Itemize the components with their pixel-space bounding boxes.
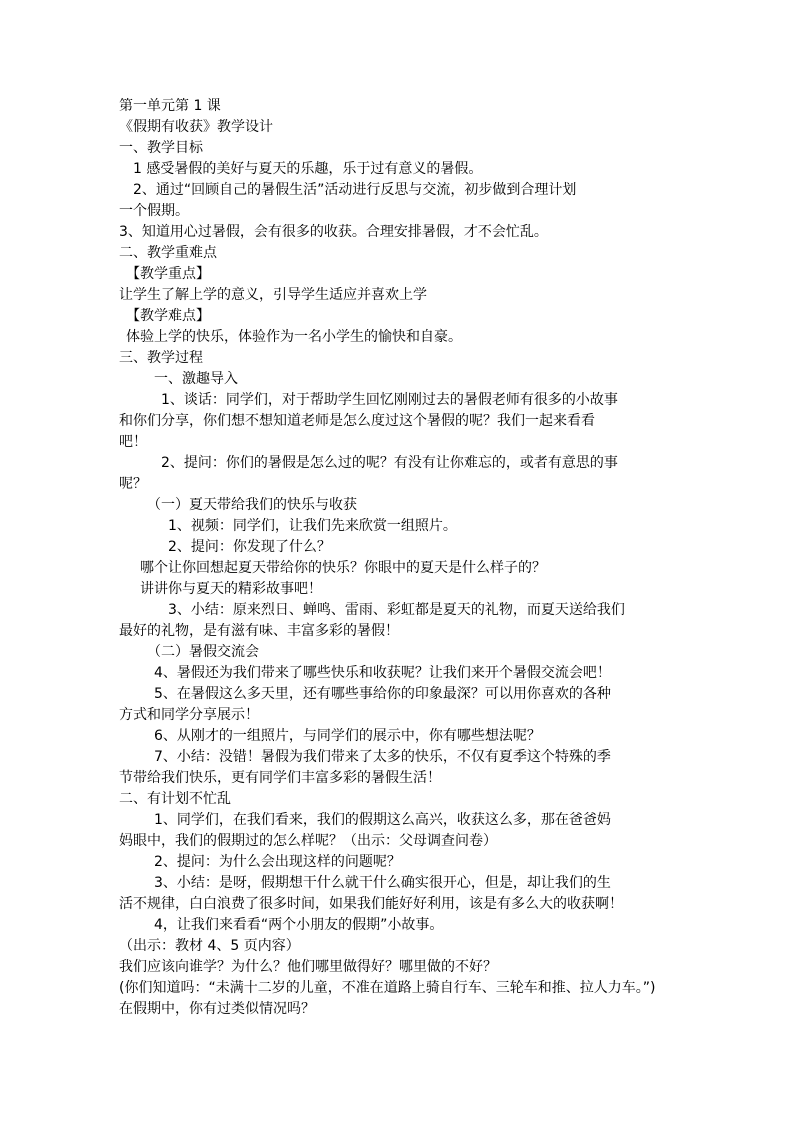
subheading: （二）暑假交流会 (147, 644, 259, 660)
text-line: 1、谈话：同学们，对于帮助学生回忆刚刚过去的暑假老师有很多的小故事 (161, 392, 618, 408)
subheading: 【教学难点】 (126, 308, 210, 324)
text-line: 妈眼中，我们的假期过的怎么样呢？（出示：父母调查问卷） (119, 833, 497, 849)
text-line: 2、提问：你们的暑假是怎么过的呢？有没有让你难忘的，或者有意思的事 (161, 455, 618, 471)
section-heading: 三、教学过程 (119, 350, 203, 366)
text-line: 6、从刚才的一组照片，与同学们的展示中，你有哪些想法呢？ (154, 728, 541, 744)
text-line: 我们应该向谁学？为什么？他们哪里做得好？哪里做的不好？ (119, 959, 497, 975)
text-line: 4、暑假还为我们带来了哪些快乐和收获呢？让我们来开个暑假交流会吧！ (154, 665, 611, 681)
text-line: 4，让我们来看看“两个小朋友的假期”小故事。 (154, 917, 444, 933)
text-line: 7、小结：没错！暑假为我们带来了太多的快乐，不仅有夏季这个特殊的季 (154, 749, 611, 765)
text-line: 3、小结：是呀，假期想干什么就干什么确实很开心，但是，却让我们的生 (154, 875, 611, 891)
text-line: 2、提问：为什么会出现这样的问题呢？ (154, 854, 401, 870)
text-line: 哪个让你回想起夏天带给你的快乐？你眼中的夏天是什么样子的？ (140, 560, 546, 576)
goal-item: 1 感受暑假的美好与夏天的乐趣，乐于过有意义的暑假。 (133, 161, 483, 177)
unit-lesson-label: 第一单元第 1 课 (119, 98, 221, 114)
text-line: 吧！ (119, 434, 147, 450)
text-line: 一个假期。 (119, 203, 189, 219)
text-line: 活不规律，白白浪费了很多时间，如果我们能好好利用，该是有多么大的收获啊！ (119, 896, 623, 912)
goal-item: 2、通过“回顾自己的暑假生活”活动进行反思与交流，初步做到合理计划 (133, 182, 577, 198)
subheading: 一、激趣导入 (154, 371, 238, 387)
section-heading: 二、有计划不忙乱 (119, 791, 231, 807)
text-line: 和你们分享，你们想不想知道老师是怎么度过这个暑假的呢？我们一起来看看 (119, 413, 595, 429)
text-line: 方式和同学分享展示！ (119, 707, 259, 723)
text-line: 1、同学们，在我们看来，我们的假期这么高兴，收获这么多，那在爸爸妈 (154, 812, 611, 828)
subheading: 【教学重点】 (126, 266, 210, 282)
document-title: 《假期有收获》教学设计 (119, 119, 273, 135)
text-line: 节带给我们快乐，更有同学们丰富多彩的暑假生活！ (119, 770, 441, 786)
text-line: 讲讲你与夏天的精彩故事吧！ (140, 581, 322, 597)
section-heading: 二、教学重难点 (119, 245, 217, 261)
text-line: 1、视频：同学们，让我们先来欣赏一组照片。 (168, 518, 457, 534)
goal-item: 3、知道用心过暑假，会有很多的收获。合理安排暑假，才不会忙乱。 (119, 224, 548, 240)
text-line: (你们知道吗：“未满十二岁的儿童，不准在道路上骑自行车、三轮车和推、拉人力车。”) (119, 980, 656, 996)
text-line: 体验上学的快乐，体验作为一名小学生的愉快和自豪。 (126, 329, 462, 345)
text-line: 在假期中，你有过类似情况吗？ (119, 1001, 315, 1017)
text-line: 让学生了解上学的意义，引导学生适应并喜欢上学 (119, 287, 427, 303)
section-heading: 一、教学目标 (119, 140, 203, 156)
text-line: 最好的礼物，是有滋有味、丰富多彩的暑假！ (119, 623, 399, 639)
text-line: 呢？ (119, 476, 147, 492)
text-line: 5、在暑假这么多天里，还有哪些事给你的印象最深？可以用你喜欢的各种 (154, 686, 611, 702)
text-line: 3、小结：原来烈日、蝉鸣、雷雨、彩虹都是夏天的礼物，而夏天送给我们 (168, 602, 625, 618)
text-line: （出示：教材 4、5 页内容） (119, 938, 300, 954)
text-line: 2、提问：你发现了什么？ (168, 539, 331, 555)
subheading: （一）夏天带给我们的快乐与收获 (147, 497, 357, 513)
